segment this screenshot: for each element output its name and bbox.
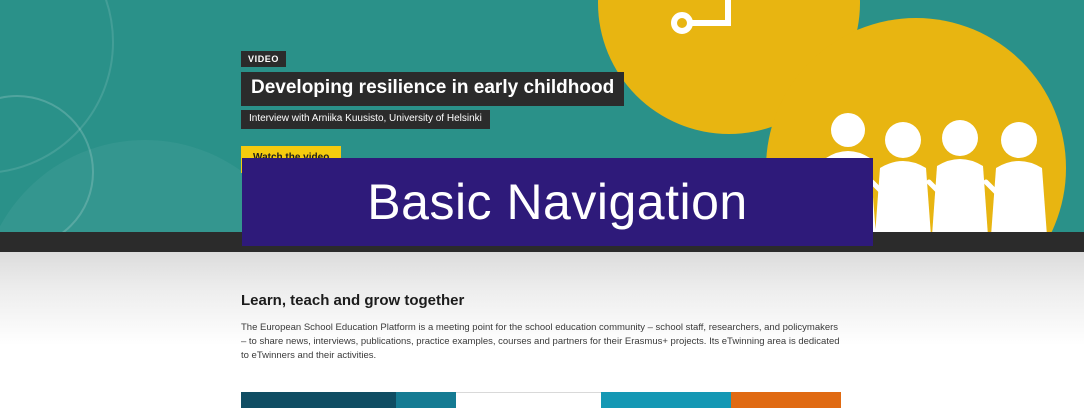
section-paragraph: The European School Education Platform is a meeting point for the school education community – school staff, researchers, and policymakers – to share news, interviews, publications, practice examples, courses and partners for their Erasmus+ projects. Its eTwinning area is dedicated to eTwinners and their activities. — [241, 322, 840, 361]
teaser-card-4[interactable] — [601, 392, 731, 408]
teaser-card-3[interactable] — [456, 392, 601, 408]
teaser-card-2[interactable] — [396, 392, 456, 408]
hero-content-type-badge: VIDEO — [241, 51, 286, 67]
slide-title-text: Basic Navigation — [367, 174, 748, 230]
teaser-card-1[interactable] — [241, 392, 396, 408]
teaser-cards-strip — [241, 392, 841, 408]
slide-title-overlay — [242, 158, 873, 246]
section-heading: Learn, teach and grow together — [241, 292, 465, 309]
teaser-card-5[interactable] — [731, 392, 841, 408]
hero-title: Developing resilience in early childhood — [241, 72, 624, 106]
page-body — [0, 252, 1084, 408]
hero-subtitle: Interview with Arniika Kuusisto, University of Helsinki — [241, 110, 490, 129]
headphones-icon — [640, 0, 820, 55]
